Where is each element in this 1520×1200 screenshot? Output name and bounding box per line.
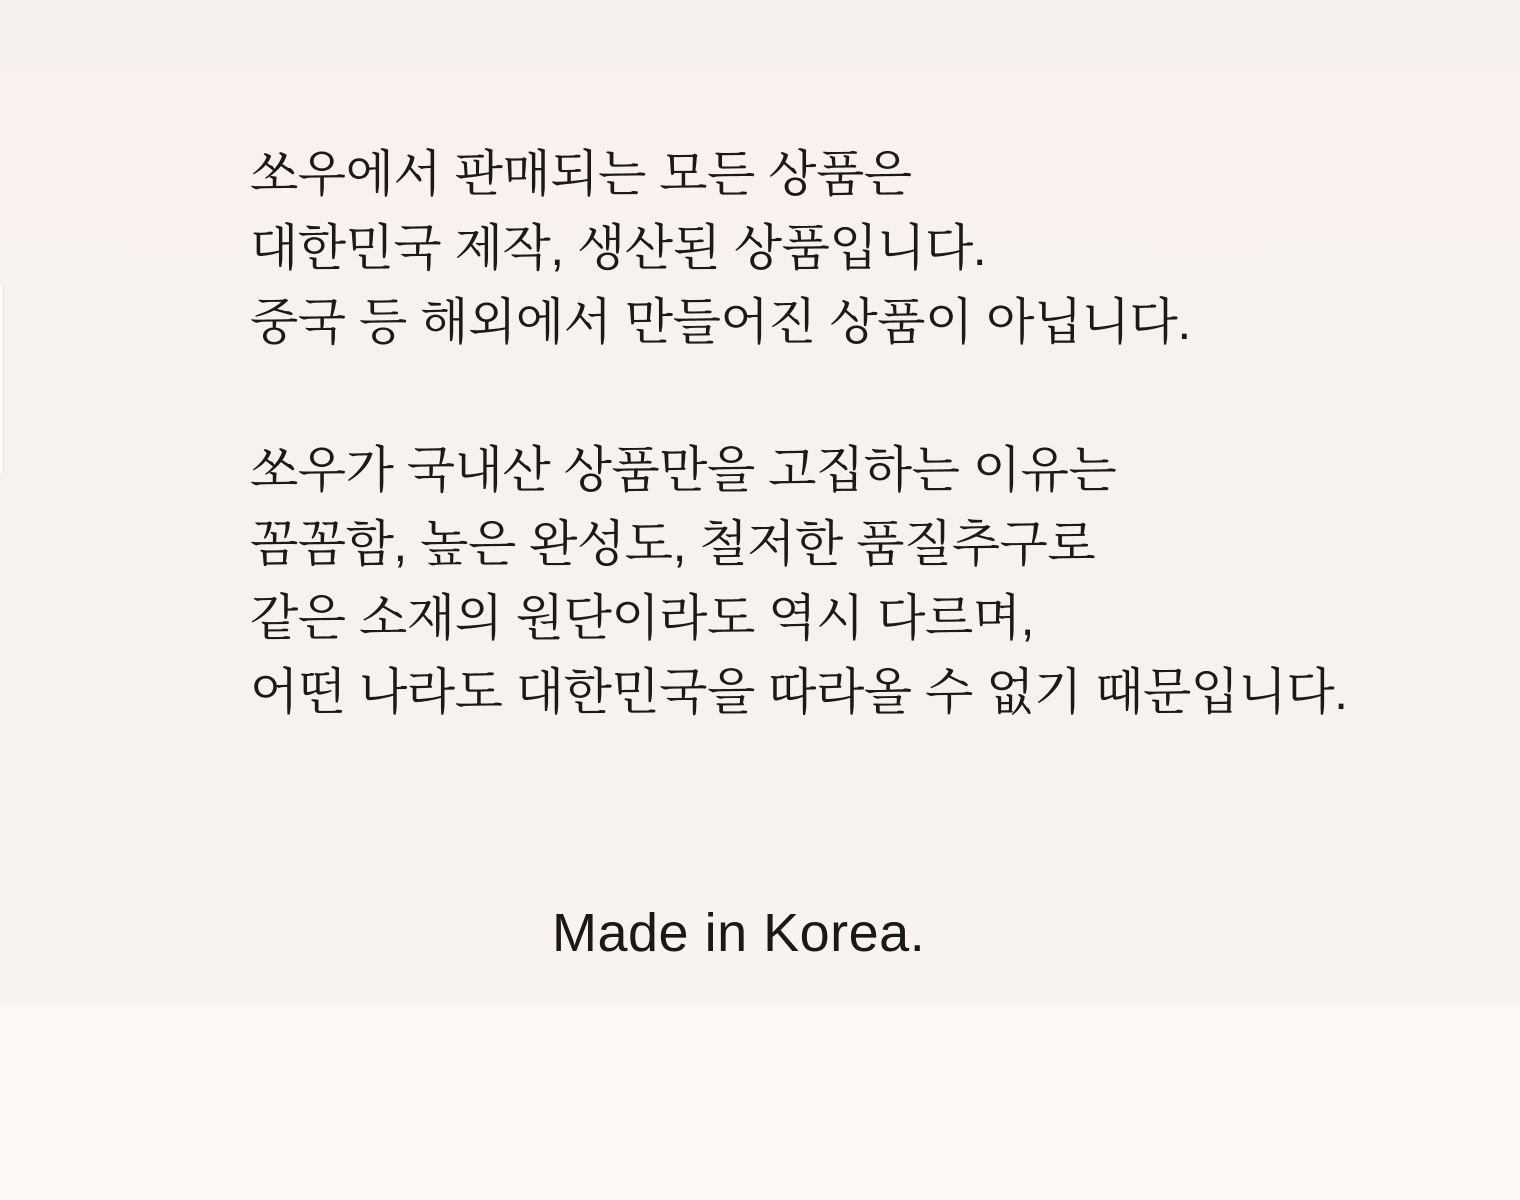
intro-line-3: 중국 등 해외에서 만들어진 상품이 아닙니다. bbox=[250, 294, 1191, 350]
reason-line-4: 어떤 나라도 대한민국을 따라올 수 없기 때문입니다. bbox=[250, 664, 1348, 720]
reason-paragraph bbox=[250, 433, 1348, 729]
reason-line-3: 같은 소재의 원단이라도 역시 다르며, bbox=[250, 590, 1034, 646]
reason-line-1: 쏘우가 국내산 상품만을 고집하는 이유는 bbox=[250, 442, 1117, 498]
intro-line-1: 쏘우에서 판매되는 모든 상품은 bbox=[250, 146, 912, 202]
intro-paragraph bbox=[250, 137, 1191, 359]
made-in-korea-text: Made in Korea. bbox=[552, 903, 926, 963]
left-edge-artifact bbox=[0, 285, 4, 473]
reason-line-2: 꼼꼼함, 높은 완성도, 철저한 품질추구로 bbox=[250, 516, 1096, 572]
intro-line-2: 대한민국 제작, 생산된 상품입니다. bbox=[250, 220, 987, 276]
